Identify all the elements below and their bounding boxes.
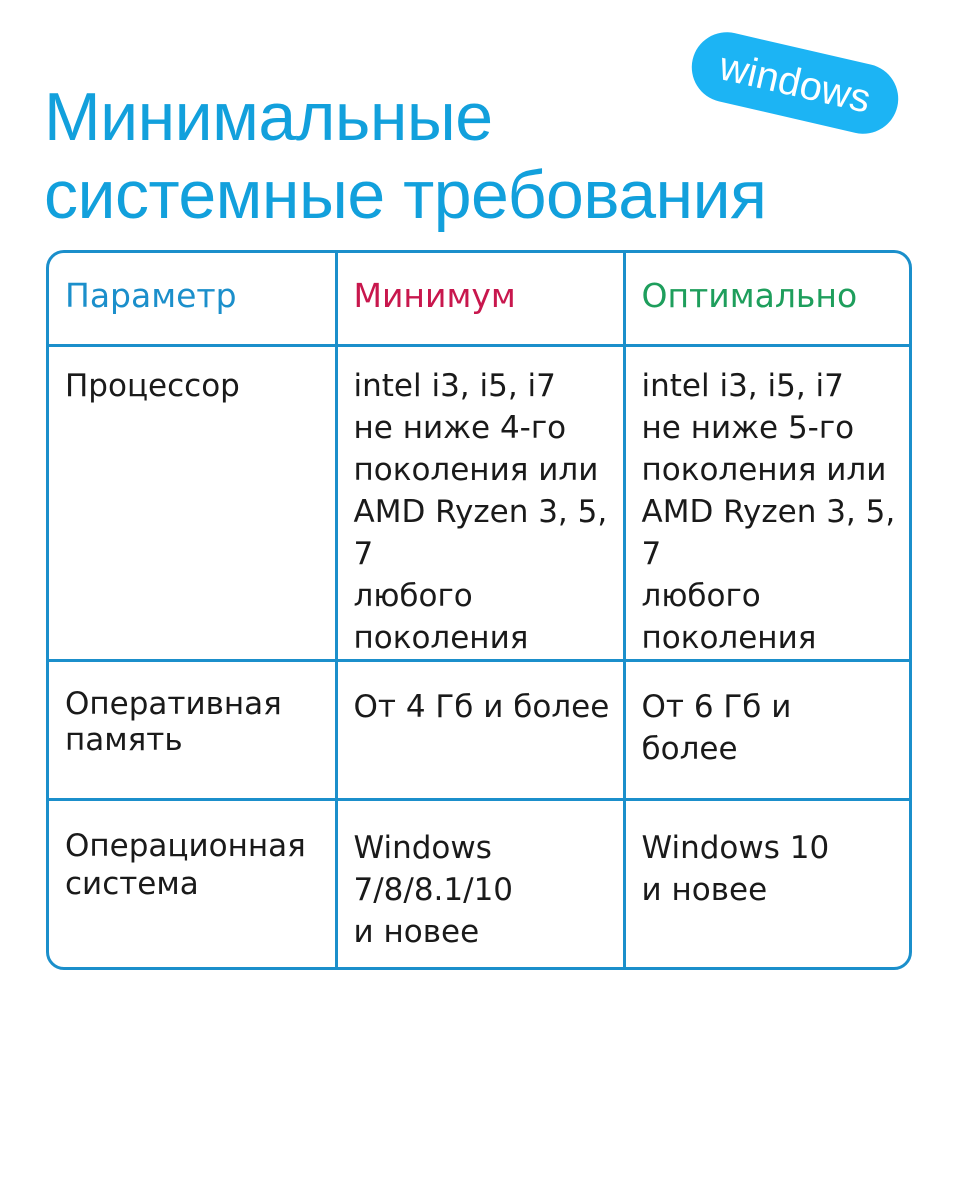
cell-text: Windows 10 и новее (641, 829, 830, 908)
cell-minimum (336, 799, 624, 970)
cell-text: От 4 Гб и более (353, 688, 610, 725)
table-row-processor (49, 345, 909, 660)
table-header-row (49, 253, 909, 345)
page-title (44, 78, 766, 234)
cell-text: Windows 7/8/8.1/10 и новее (353, 829, 514, 950)
cell-text: intel i3, i5, i7 не ниже 4-го поколения или AMD Ryzen 3, 5, 7 любого поколения (353, 367, 608, 656)
cell-optimal (624, 345, 909, 660)
windows-badge: windows (685, 25, 905, 140)
header-optimal: Оптимально (624, 253, 909, 345)
requirements-table (46, 250, 912, 970)
cell-minimum (336, 660, 624, 799)
page-title-line-1: Минимальные (44, 79, 493, 155)
cell-text: intel i3, i5, i7 не ниже 5-го поколения или AMD Ryzen 3, 5, 7 любого поколения (641, 367, 896, 656)
cell-text: Операционная система (65, 827, 306, 902)
page-title-line-2: системные требования (44, 157, 767, 233)
cell-text: Процессор (65, 367, 240, 404)
cell-parameter (49, 799, 336, 970)
table-row-memory (49, 660, 909, 799)
cell-text: Оперативная память (65, 685, 282, 758)
header-minimum: Минимум (336, 253, 624, 345)
header-parameter: Параметр (49, 253, 336, 345)
cell-parameter (49, 345, 336, 660)
cell-optimal (624, 799, 909, 970)
cell-text: От 6 Гб и более (641, 688, 792, 767)
cell-parameter (49, 660, 336, 799)
table-row-os (49, 799, 909, 970)
cell-minimum (336, 345, 624, 660)
cell-optimal (624, 660, 909, 799)
